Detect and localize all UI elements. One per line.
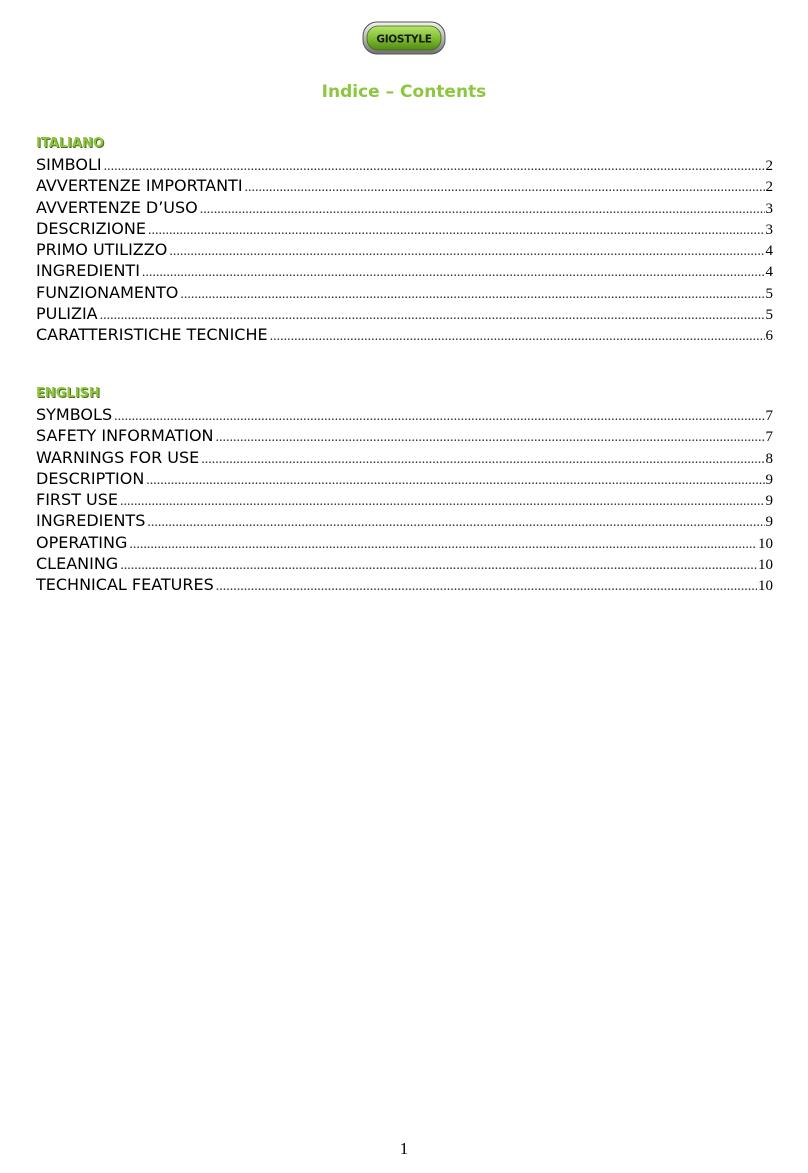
toc-entry-page[interactable]: 6 [765,328,773,345]
toc-section-english [36,383,773,596]
toc-entry-label[interactable]: AVVERTENZE IMPORTANTI [36,176,243,196]
toc-entry-page[interactable]: 9 [765,514,773,531]
toc-leader-dots [200,199,765,218]
toc-entry-label[interactable]: CARATTERISTICHE TECNICHE [36,325,268,345]
toc-leader-dots [270,326,765,345]
toc-entry[interactable] [36,260,773,281]
toc-entry-label[interactable]: CLEANING [36,554,119,574]
toc-leader-dots [216,427,765,446]
toc-leader-dots [104,156,765,175]
toc-entry-page[interactable]: 7 [765,408,773,424]
toc-entry-label[interactable]: WARNINGS FOR USE [36,447,200,467]
toc-entry-page[interactable]: 10 [758,535,773,552]
toc-entry-label[interactable]: PRIMO UTILIZZO [36,240,168,260]
toc-entry-label[interactable]: DESCRIZIONE [36,218,146,238]
toc-leader-dots [142,262,765,281]
toc-entry-label[interactable]: INGREDIENTI [36,261,140,281]
toc-list [36,404,773,596]
toc-entry-page[interactable]: 4 [765,243,773,260]
giostyle-logo [362,20,446,56]
toc-entry-label[interactable]: DESCRIPTION [36,468,145,488]
toc-leader-dots [147,512,764,531]
toc-leader-dots [169,241,764,260]
toc-entry-label[interactable]: FIRST USE [36,490,119,510]
toc-leader-dots [129,534,757,553]
toc-entry-page[interactable]: 10 [758,557,773,574]
toc-entry-page[interactable]: 9 [765,493,773,510]
toc-entry-label[interactable]: AVVERTENZE D’USO [36,197,198,217]
toc-entry-page[interactable]: 5 [765,307,773,324]
toc-entry[interactable] [36,532,773,553]
toc-entry[interactable] [36,447,773,468]
toc-entry-page[interactable]: 8 [765,450,773,467]
toc-leader-dots [148,220,765,239]
toc-entry[interactable] [36,197,773,218]
toc-entry[interactable] [36,489,773,510]
page-number: 1 [399,1139,409,1158]
toc-entry-page[interactable]: 7 [765,429,773,446]
toc-entry-label[interactable]: PULIZIA [36,304,98,324]
toc-entry[interactable] [36,154,773,175]
section-heading: ITALIANO [36,136,104,151]
toc-leader-dots [201,449,764,468]
toc-entry-page[interactable]: 10 [758,578,773,595]
toc-entry-page[interactable]: 9 [765,471,773,488]
toc-entry[interactable] [36,282,773,303]
toc-entry-page[interactable]: 3 [765,221,773,238]
toc-leader-dots [100,305,765,324]
toc-entry[interactable] [36,510,773,531]
toc-entry[interactable] [36,425,773,446]
toc-entry-label[interactable]: SAFETY INFORMATION [36,426,214,446]
toc-entry[interactable] [36,574,773,595]
toc-entry[interactable] [36,324,773,345]
toc-entry-page[interactable]: 2 [765,158,773,174]
toc-entry-label[interactable]: INGREDIENTS [36,511,146,531]
toc-entry[interactable] [36,468,773,489]
toc-entry-page[interactable]: 4 [765,264,773,281]
toc-leader-dots [146,470,764,489]
toc-entry-label[interactable]: SYMBOLS [36,405,113,424]
section-heading: ENGLISH [36,386,100,401]
toc-entry-label[interactable]: SIMBOLI [36,155,102,174]
toc-leader-dots [120,491,764,510]
toc-entry[interactable] [36,239,773,260]
toc-leader-dots [245,177,765,196]
toc-entry-page[interactable]: 5 [765,285,773,302]
toc-section-italiano [36,133,773,346]
toc-entry[interactable] [36,553,773,574]
toc-entry[interactable] [36,303,773,324]
page-title: Indice – Contents [321,82,487,102]
toc-list [36,154,773,346]
toc-entry[interactable] [36,404,773,425]
toc-leader-dots [180,284,764,303]
toc-leader-dots [114,406,764,425]
toc-entry-page[interactable]: 2 [765,179,773,196]
toc-entry-label[interactable]: TECHNICAL FEATURES [36,575,214,595]
toc-entry[interactable] [36,175,773,196]
toc-leader-dots [120,555,757,574]
logo-text: GIOSTYLE [376,33,432,46]
toc-entry-label[interactable]: FUNZIONAMENTO [36,282,179,302]
toc-entry-label[interactable]: OPERATING [36,532,128,552]
toc-leader-dots [216,576,757,595]
toc-entry[interactable] [36,218,773,239]
toc-entry-page[interactable]: 3 [765,200,773,217]
